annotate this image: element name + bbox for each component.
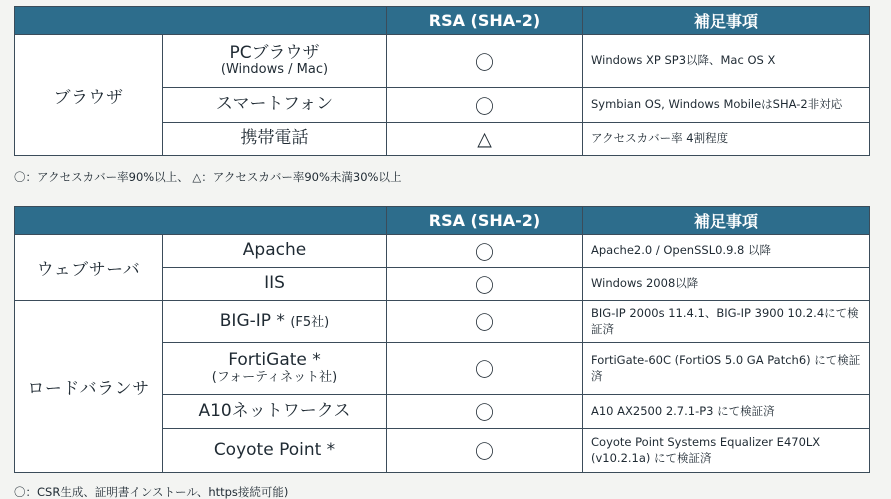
item-fortigate <box>163 343 387 395</box>
support-mark: 〇 <box>387 343 583 395</box>
server-support-table <box>14 206 870 473</box>
table-row <box>15 235 870 268</box>
item-apache: Apache <box>163 235 387 268</box>
note-cell: Windows XP SP3以降、Mac OS X <box>583 35 870 88</box>
support-mark: 〇 <box>387 301 583 343</box>
category-load-balancer: ロードバランサ <box>15 301 163 473</box>
item-smartphone: スマートフォン <box>163 88 387 123</box>
header-note: 補足事項 <box>583 7 870 35</box>
item-big-ip <box>163 301 387 343</box>
note-cell: Symbian OS, Windows MobileはSHA-2非対応 <box>583 88 870 123</box>
header-rsa: RSA (SHA-2) <box>387 207 583 235</box>
table-row <box>15 35 870 88</box>
item-label: BIG-IP * <box>219 310 285 331</box>
header-note: 補足事項 <box>583 207 870 235</box>
support-mark: 〇 <box>387 235 583 268</box>
header-blank <box>15 207 387 235</box>
support-mark: 〇 <box>387 268 583 301</box>
support-mark: 〇 <box>387 88 583 123</box>
legend-server: 〇：CSR生成、証明書インストール、https接続可能) <box>14 485 289 499</box>
support-mark: 〇 <box>387 429 583 473</box>
note-cell: Windows 2008以降 <box>583 268 870 301</box>
item-a10-networks: A10ネットワークス <box>163 395 387 429</box>
note-cell: BIG-IP 2000s 11.4.1、BIG-IP 3900 10.2.4にて検証済 <box>583 301 870 343</box>
support-mark: △ <box>387 123 583 156</box>
item-pc-browser <box>163 35 387 88</box>
support-mark: 〇 <box>387 35 583 88</box>
header-blank <box>15 7 387 35</box>
item-sublabel: (フォーティネット社) <box>211 369 338 385</box>
note-cell: FortiGate-60C (FortiOS 5.0 GA Patch6) にて検証済 <box>583 343 870 395</box>
item-sublabel: (Windows / Mac) <box>220 62 329 78</box>
item-vendor: (F5社) <box>290 314 330 330</box>
item-label: FortiGate * <box>228 350 321 371</box>
note-cell: Coyote Point Systems Equalizer E470LX (v10.2.1a) にて検証済 <box>583 429 870 473</box>
category-browser: ブラウザ <box>15 35 163 156</box>
table-header-row <box>15 207 870 235</box>
item-iis: IIS <box>163 268 387 301</box>
table-row <box>15 301 870 343</box>
note-cell: アクセスカバー率 4割程度 <box>583 123 870 156</box>
item-mobile-phone: 携帯電話 <box>163 123 387 156</box>
item-coyote-point: Coyote Point * <box>163 429 387 473</box>
note-cell: Apache2.0 / OpenSSL0.9.8 以降 <box>583 235 870 268</box>
item-label: PCブラウザ <box>229 42 320 63</box>
category-web-server: ウェブサーバ <box>15 235 163 301</box>
table-header-row <box>15 7 870 35</box>
legend-browser: 〇：アクセスカバー率90%以上、 △：アクセスカバー率90%未満30%以上 <box>14 170 402 184</box>
browser-support-table <box>14 6 870 156</box>
header-rsa: RSA (SHA-2) <box>387 7 583 35</box>
support-mark: 〇 <box>387 395 583 429</box>
note-cell: A10 AX2500 2.7.1-P3 にて検証済 <box>583 395 870 429</box>
